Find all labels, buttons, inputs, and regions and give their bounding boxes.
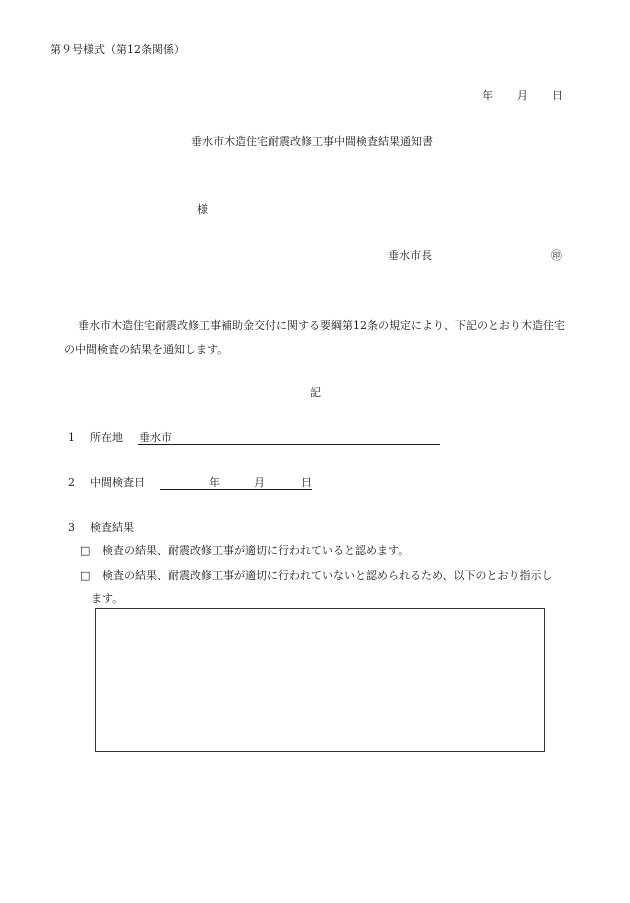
item-1-number: 1 bbox=[68, 431, 75, 444]
inspection-date-year: 年 bbox=[209, 476, 220, 489]
date-day: 日 bbox=[552, 89, 563, 102]
instruction-box[interactable] bbox=[95, 608, 545, 752]
issuer-name: 垂水市長 bbox=[388, 249, 432, 262]
seal-mark: ㊞ bbox=[551, 249, 562, 262]
item-3-label: 検査結果 bbox=[90, 521, 134, 534]
result-option-2-checkbox[interactable]: □ bbox=[80, 569, 91, 582]
item-1-label: 所在地 bbox=[90, 431, 123, 444]
item-2-number: 2 bbox=[68, 476, 75, 489]
location-underline bbox=[138, 444, 440, 445]
result-option-1-checkbox[interactable]: □ bbox=[80, 544, 91, 557]
result-option-2-text-cont: ます。 bbox=[91, 592, 124, 605]
ki-heading: 記 bbox=[310, 386, 321, 399]
recipient-suffix: 様 bbox=[197, 203, 208, 216]
item-3-number: 3 bbox=[68, 521, 75, 534]
date-month: 月 bbox=[517, 89, 528, 102]
document-title: 垂水市木造住宅耐震改修工事中間検査結果通知書 bbox=[191, 135, 433, 148]
inspection-date-day: 日 bbox=[301, 476, 312, 489]
result-option-1-text: 検査の結果、耐震改修工事が適切に行われていると認めます。 bbox=[102, 544, 410, 557]
form-number: 第９号様式（第12条関係） bbox=[50, 43, 185, 56]
body-line-1: 垂水市木造住宅耐震改修工事補助金交付に関する要綱第12条の規定により、下記のとおり木造住宅 bbox=[78, 319, 565, 332]
inspection-date-month: 月 bbox=[254, 476, 265, 489]
location-value: 垂水市 bbox=[139, 431, 172, 444]
item-2-label: 中間検査日 bbox=[90, 476, 145, 489]
result-option-2-text: 検査の結果、耐震改修工事が適切に行われていないと認められるため、以下のとおり指示し bbox=[102, 569, 553, 582]
body-line-2: の中間検査の結果を通知します。 bbox=[64, 343, 229, 356]
inspection-date-underline bbox=[160, 489, 312, 490]
date-year: 年 bbox=[482, 89, 493, 102]
